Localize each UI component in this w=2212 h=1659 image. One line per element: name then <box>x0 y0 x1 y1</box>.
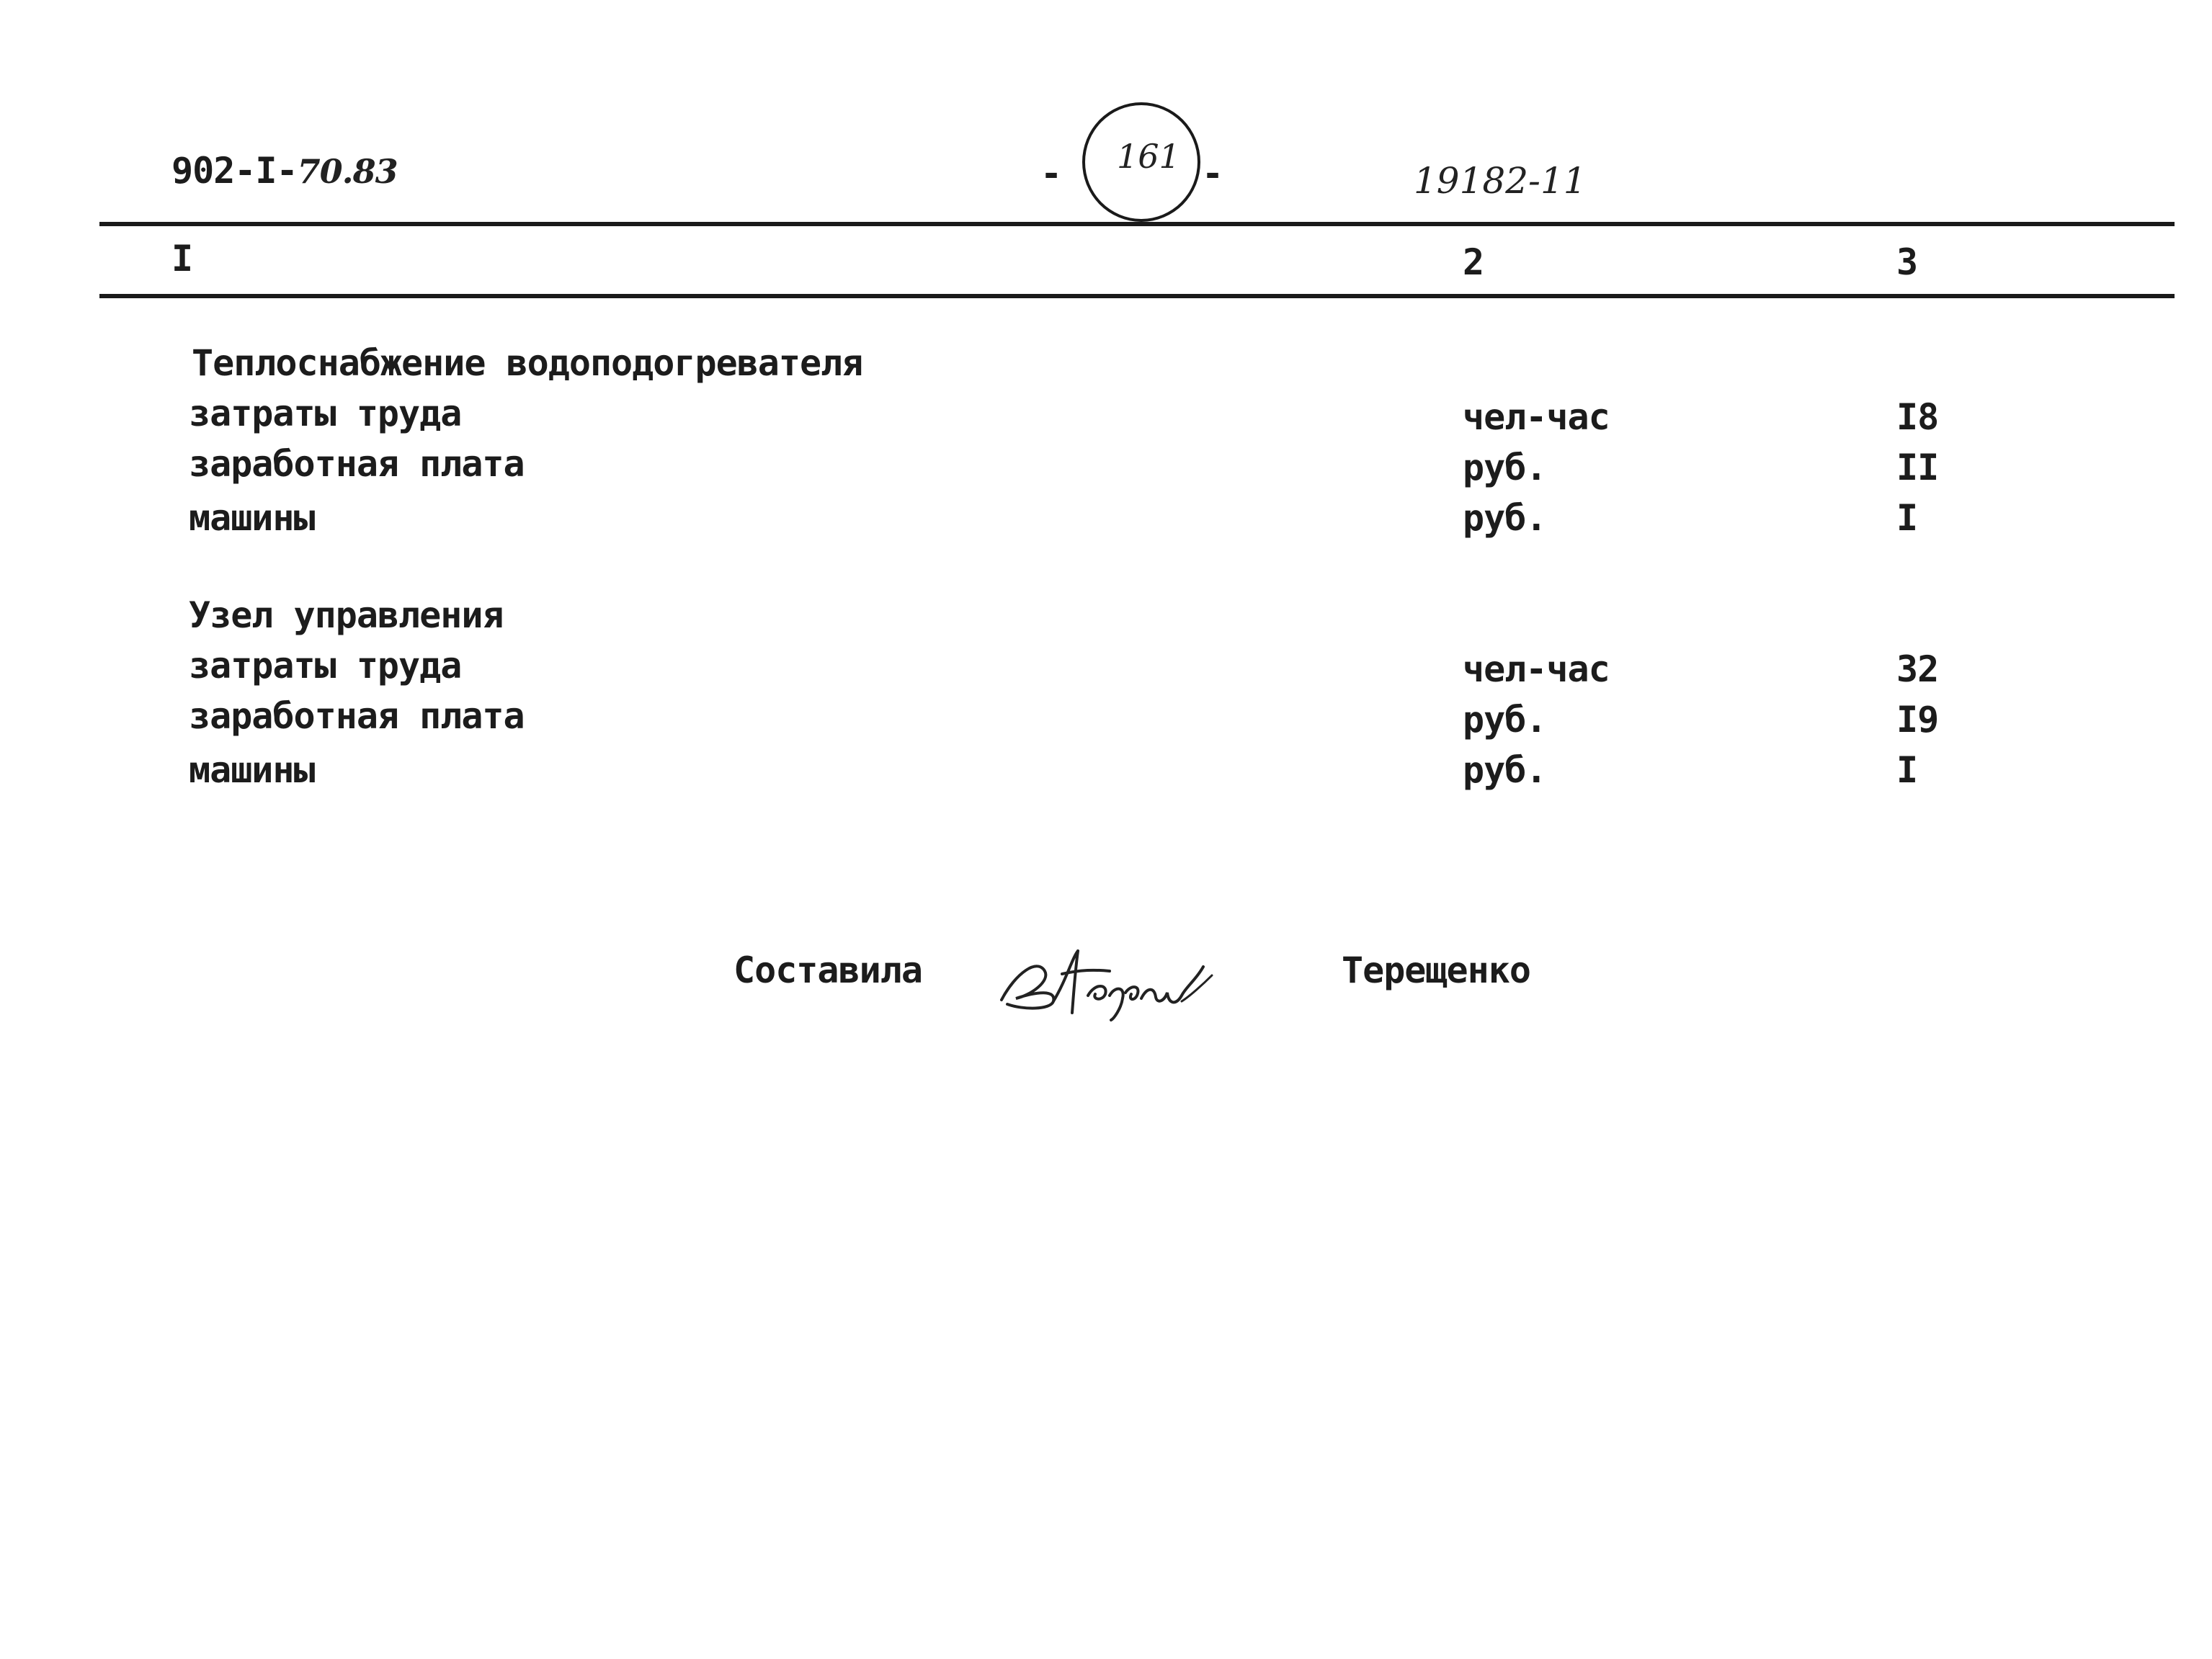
row-unit: руб. <box>1463 699 1547 741</box>
row-unit: чел-час <box>1463 648 1610 690</box>
document-code-handwritten: 70.83 <box>297 152 398 191</box>
column-header-2: 2 <box>1463 241 1484 283</box>
sheet-reference: 19182-11 <box>1414 160 1587 202</box>
page-number: 161 <box>1117 137 1180 176</box>
header-bottom-rule <box>99 294 2175 298</box>
row-value: I <box>1896 497 1918 539</box>
row-unit: руб. <box>1463 749 1547 791</box>
column-header-3: 3 <box>1896 241 1918 283</box>
row-label: заработная плата <box>189 695 525 737</box>
section-title: Теплоснабжение водоподогревателя <box>192 342 863 384</box>
row-label: затраты труда <box>189 645 462 687</box>
signature <box>987 929 1225 1023</box>
row-unit: руб. <box>1463 497 1547 539</box>
compiler-name: Терещенко <box>1342 949 1530 991</box>
column-header-1: I <box>171 238 193 280</box>
document-code-typed: 902-I- <box>171 150 298 192</box>
document-code <box>171 150 398 192</box>
row-value: I8 <box>1896 396 1939 438</box>
section-title: Узел управления <box>189 594 504 636</box>
row-value: 32 <box>1896 648 1939 690</box>
page-number-dash-left: - <box>1040 153 1062 194</box>
signature-scribble <box>987 929 1225 1023</box>
top-rule <box>99 222 2175 226</box>
row-label: заработная плата <box>189 443 525 485</box>
row-unit: чел-час <box>1463 396 1610 438</box>
row-value: I9 <box>1896 699 1939 741</box>
row-value: I <box>1896 749 1918 791</box>
page-number-dash-right: - <box>1202 153 1223 194</box>
compiled-by-label: Составила <box>733 949 922 991</box>
row-label: машины <box>189 497 315 539</box>
row-label: затраты труда <box>189 393 462 434</box>
page-number-circle <box>1082 102 1200 222</box>
row-value: II <box>1896 447 1939 488</box>
row-unit: руб. <box>1463 447 1547 488</box>
row-label: машины <box>189 749 315 791</box>
